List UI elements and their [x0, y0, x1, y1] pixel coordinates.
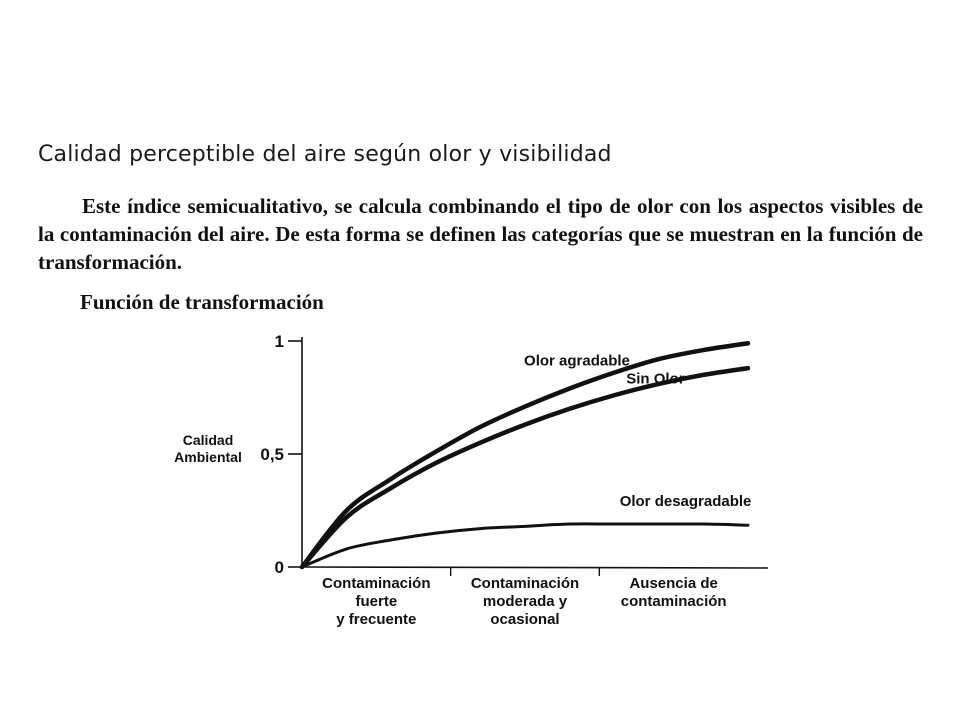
x-category-label-line: moderada y	[482, 593, 568, 610]
chart-subheading: Función de transformación	[80, 290, 324, 314]
chart-axes	[302, 337, 768, 568]
x-category-label-line: Ausencia de	[629, 575, 718, 592]
x-category-label-line: fuerte	[355, 593, 398, 610]
series-line-olor-desagradable	[302, 524, 748, 567]
x-axis-categories	[322, 567, 726, 628]
series-label: Olor agradable	[524, 352, 630, 370]
x-category-label-line: ocasional	[490, 611, 560, 628]
y-axis-label-line: Calidad	[182, 432, 234, 448]
series-label: Sin Olor	[626, 370, 685, 388]
series-label: Olor desagradable	[619, 493, 752, 511]
section-heading: Calidad perceptible del aire según olor y visibilidad	[38, 142, 612, 167]
x-axis-line	[302, 567, 768, 568]
x-category-label-line: contaminación	[620, 593, 727, 610]
series-line-sin-olor	[302, 368, 748, 567]
y-axis-label-line: Ambiental	[174, 449, 242, 465]
y-tick-label: 0	[274, 558, 284, 577]
x-category-label-line: y frecuente	[336, 611, 417, 628]
series-labels	[524, 353, 751, 510]
x-category-label-line: Contaminación	[470, 575, 580, 592]
x-category-label-line: Contaminación	[322, 575, 431, 592]
y-tick-label: 1	[274, 332, 284, 351]
y-tick-label: 0,5	[260, 445, 284, 464]
y-axis-ticks	[260, 332, 302, 577]
y-axis-label	[174, 432, 242, 465]
body-paragraph: Este índice semicualitativo, se calcula combinando el tipo de olor con los aspectos visibles de la contaminación del aire. De esta forma se definen las categorías que se muestran en la función de transformación.	[38, 194, 923, 274]
